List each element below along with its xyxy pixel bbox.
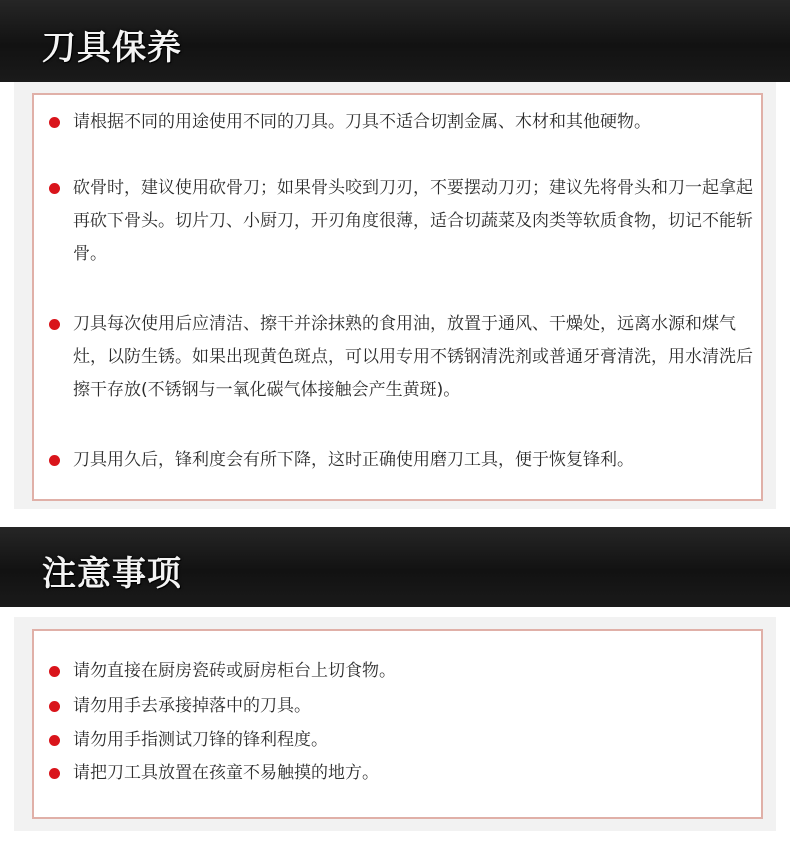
notes-item-2: 请勿用手去承接掉落中的刀具。 bbox=[73, 696, 311, 716]
bullet-icon bbox=[49, 455, 60, 466]
bullet-icon bbox=[49, 117, 60, 128]
bullet-icon bbox=[49, 701, 60, 712]
notes-item-1: 请勿直接在厨房瓷砖或厨房柜台上切食物。 bbox=[73, 661, 396, 681]
bullet-icon bbox=[49, 768, 60, 779]
bullet-icon bbox=[49, 735, 60, 746]
notes-item-4: 请把刀工具放置在孩童不易触摸的地方。 bbox=[73, 763, 379, 783]
care-item-4: 刀具用久后，锋利度会有所下降，这时正确使用磨刀工具，便于恢复锋利。 bbox=[73, 450, 634, 470]
section-title-notes: 注意事项 bbox=[42, 554, 182, 594]
section-title-care: 刀具保养 bbox=[42, 28, 182, 68]
bullet-icon bbox=[49, 666, 60, 677]
section-header-notes bbox=[0, 527, 790, 607]
section-header-care bbox=[0, 0, 790, 82]
bullet-icon bbox=[49, 319, 60, 330]
care-item-2: 砍骨时，建议使用砍骨刀；如果骨头咬到刀刃，不要摆动刀刃；建议先将骨头和刀一起拿起再砍下骨头。切片刀、小厨刀，开刃角度很薄，适合切蔬菜及肉类等软质食物，切记不能斩骨。 bbox=[73, 178, 753, 264]
care-item-3: 刀具每次使用后应清洁、擦干并涂抹熟的食用油，放置于通风、干燥处，远离水源和煤气灶，以防生锈。如果出现黄色斑点，可以用专用不锈钢清洗剂或普通牙膏清洗，用水清洗后擦干存放(不锈钢与一氧化碳气体接触会产生黄斑)。 bbox=[73, 314, 753, 400]
care-content-frame bbox=[32, 93, 763, 501]
notes-item-3: 请勿用手指测试刀锋的锋利程度。 bbox=[73, 730, 328, 750]
care-item-1: 请根据不同的用途使用不同的刀具。刀具不适合切割金属、木材和其他硬物。 bbox=[73, 112, 651, 132]
bullet-icon bbox=[49, 183, 60, 194]
